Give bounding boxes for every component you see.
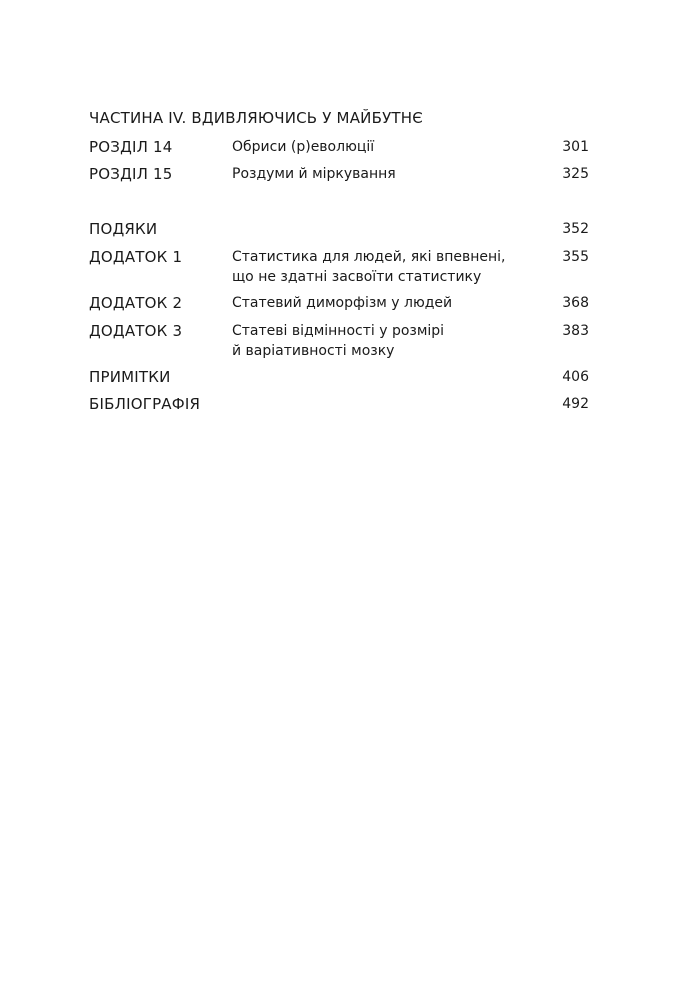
toc-entry-title: Обриси (р)еволюції: [232, 139, 375, 155]
toc-entry-title: Статеві відмінності у розмірі й варіативності мозку: [232, 323, 445, 359]
toc-entry-label: ПОДЯКИ: [89, 220, 158, 238]
toc-entry-page-number: 325: [562, 166, 589, 182]
toc-entry-label: ПРИМІТКИ: [89, 368, 171, 386]
toc-entry-page-number: 383: [562, 323, 589, 339]
toc-entry-page-number: 492: [562, 396, 589, 412]
toc-entry-label: ДОДАТОК 2: [89, 294, 183, 312]
toc-entry-label: РОЗДІЛ 14: [89, 138, 173, 156]
toc-entry-title: Роздуми й міркування: [232, 166, 396, 182]
toc-entry-label: БІБЛІОГРАФІЯ: [89, 395, 201, 413]
toc-entry-title: Статевий диморфізм у людей: [232, 295, 453, 311]
toc-entry-chapter-15: [89, 164, 589, 204]
toc-entry-title: Статистика для людей, які впевнені, що не здатні засвоїти статистику: [232, 249, 506, 285]
toc-entry-appendix-3: [89, 321, 589, 361]
toc-entry-appendix-1: [89, 247, 589, 287]
toc-entry-label: ДОДАТОК 3: [89, 322, 183, 340]
toc-entry-bibliography: [89, 394, 589, 434]
toc-entry-label: РОЗДІЛ 15: [89, 165, 173, 183]
toc-entry-page-number: 355: [562, 249, 589, 265]
toc-entry-page-number: 368: [562, 295, 589, 311]
toc-entry-label: ДОДАТОК 1: [89, 248, 183, 266]
part-heading: ЧАСТИНА IV. ВДИВЛЯЮЧИСЬ У МАЙБУТНЄ: [89, 109, 423, 127]
toc-entry-page-number: 406: [562, 369, 589, 385]
toc-entry-page-number: 352: [562, 221, 589, 237]
toc-entry-page-number: 301: [562, 139, 589, 155]
